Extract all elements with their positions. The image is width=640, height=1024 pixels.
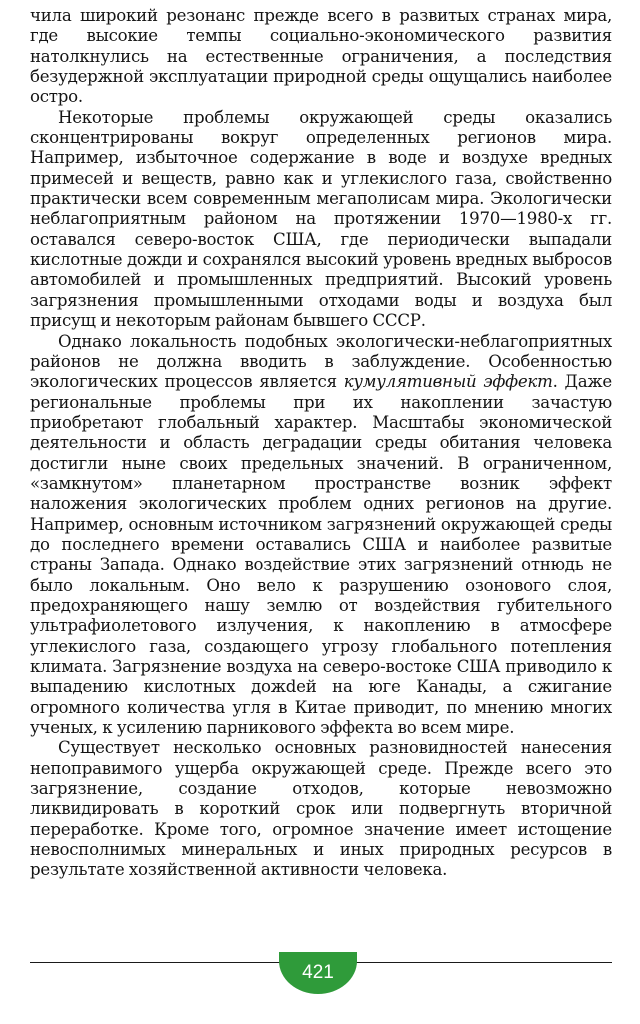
- page-number-badge: [279, 952, 357, 994]
- paragraph-4-text: Существует несколько основных разновидностей нанесения непоправимого ущерба окружающей среде. Прежде всего это загрязнение, создание отходов, которые невозможно ликвидировать в короткий срок или подвергнуть вторичной переработке. Кроме того, огромное значение имеет истощение невосполнимых минеральных и иных природных ресурсов в результате хозяйственной активности человека.: [30, 738, 612, 880]
- paragraph-3-text-start: Однако локальность подобных экологически-неблагоприятных районов не должна вводить в заблуждение. Особенностью экологических процессов является: [30, 331, 612, 392]
- page-body: [30, 6, 612, 881]
- paragraph-3: [30, 332, 612, 739]
- paragraph-1: [30, 6, 612, 108]
- paragraph-3-emphasis: кумулятивный эффект: [343, 372, 553, 392]
- paragraph-3-text-end: . Даже региональные проблемы при их накоплении зачастую приобретают глобальный характер. Масштабы экономической деятельности и область деградации среды обитания человека достигли ныне своих предельных значений. В ограниченном, «замкнутом» планетарном пространстве возник эффект наложения экологических проблем одних регионов на другие. Например, основным источником загрязнений окружающей среды до последнего времени оставались США и наиболее развитые страны Запада. Однако воздействие этих загрязнений отнюдь не было локальным. Оно вело к разрушению озонового слоя, предохраняющего нашу землю от воздействия губительного ультрафиолетового излучения, к накоплению в атмосфере углекислого газа, создающего угрозу глобального потепления климата. Загрязнение воздуха на северо-востоке США приводило к выпадению кислотных дожdей на юге Канады, а сжигание огромного количества угля в Китае приводит, по мнению многих ученых, к усилению парникового эффекта во всем мире.: [30, 372, 612, 738]
- page-number: 421: [302, 962, 334, 983]
- paragraph-2-text: Некоторые проблемы окружающей среды оказались сконцентрированы вокруг определенных регионов мира. Например, избыточное содержание в воде и воздухе вредных примесей и веществ, равно как и углекислого газа, свойственно практически всем современным мегаполисам мира. Экологически неблагоприятным районом на протяжении 1970—1980-х гг. оставался северо-восток США, где периодически выпадали кислотные дожди и сохранялся высокий уровень вредных выбросов автомобилей и промышленных предприятий. Высокий уровень загрязнения промышленными отходами воды и воздуха был присущ и некоторым районам бывшего СССР.: [30, 107, 612, 331]
- paragraph-1-text: чила широкий резонанс прежде всего в развитых странах мира, где высокие темпы социально-экономического развития натолкнулись на естественные ограничения, а последствия безудержной эксплуатации природной среды ощущались наиболее остро.: [30, 6, 612, 107]
- paragraph-2: [30, 108, 612, 332]
- paragraph-4: [30, 738, 612, 880]
